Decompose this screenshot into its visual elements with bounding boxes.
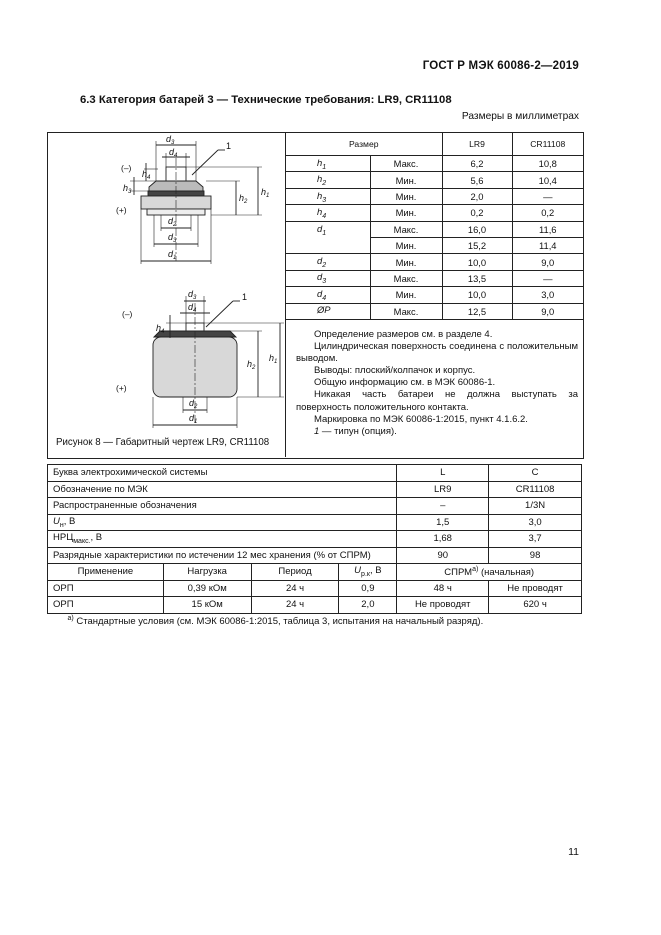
test-header-sprm: $СПРМ^{а)}$ (начальная) (397, 564, 582, 581)
label-d3-top: $d_3$ (166, 134, 175, 146)
note-item: Никакая часть батареи не должна выступать за поверхность положительного контакта. (296, 389, 578, 413)
test-lr9: 48 ч (397, 580, 489, 597)
table-row (286, 172, 583, 188)
char-label-un: $U_н$, В (48, 514, 397, 531)
dim-limit: Макс. (370, 221, 442, 237)
dim-header-param: Размер (286, 133, 442, 156)
document-header: ГОСТ Р МЭК 60086-2—2019 (422, 60, 579, 72)
units-note: Размеры в миллиметрах (461, 111, 579, 122)
char-cr: 3,7 (489, 531, 582, 548)
label-h4: $h_4$ (142, 169, 151, 181)
dim-cr: 11,6 (512, 221, 583, 237)
dim-param: $d_4$ (286, 287, 370, 303)
char-lr9: 1,68 (397, 531, 489, 548)
page-number: 11 (568, 846, 579, 858)
dim-lr9: 10,0 (442, 254, 512, 270)
dim-limit: Мин. (370, 237, 442, 253)
char-lr9: – (397, 498, 489, 515)
test-period: 24 ч (251, 580, 339, 597)
table-row (286, 270, 583, 286)
dim-limit: Макс. (370, 156, 442, 172)
test-u: 0,9 (339, 580, 397, 597)
dim-cr: 3,0 (512, 287, 583, 303)
dim-limit: Макс. (370, 270, 442, 286)
label-d1: $d_1$ (168, 249, 177, 261)
label-minus: (–) (121, 163, 132, 173)
dim-lr9: 16,0 (442, 221, 512, 237)
label-h2: $h_2$ (239, 193, 248, 205)
char-lr9: LR9 (397, 481, 489, 498)
test-header-u: $U_{р.к}$, В (339, 564, 397, 581)
dim-param: $h_2$ (286, 172, 370, 188)
table-row (286, 156, 583, 172)
table-row (286, 237, 583, 253)
char-cr: 1/3N (489, 498, 582, 515)
char-label: Буква электрохимической системы (48, 465, 397, 482)
dim-param: $d_2$ (286, 254, 370, 270)
dim-cr: 11,4 (512, 237, 583, 253)
section-title: 6.3 Категория батарей 3 — Технические требования: LR9, CR11108 (80, 94, 452, 106)
label-h3: $h_3$ (123, 183, 132, 195)
test-header-app: Применение (48, 564, 164, 581)
test-app: ОРП (48, 597, 164, 614)
dim-lr9: 2,0 (442, 188, 512, 204)
dim-lr9: 15,2 (442, 237, 512, 253)
table-row (286, 254, 583, 270)
dim-limit: Макс. (370, 303, 442, 319)
dim-cr: 0,2 (512, 205, 583, 221)
dim-param: $d_3$ (286, 270, 370, 286)
char-label: Разрядные характеристики по истечении 12 мес хранения (% от СПРМ) (48, 547, 397, 564)
label-cr-d3: $d_3$ (188, 289, 197, 301)
footnote-row (48, 613, 582, 630)
char-cr: 3,0 (489, 514, 582, 531)
table-row (48, 531, 582, 548)
figure-panel (48, 133, 286, 457)
label-cr-plus: (+) (116, 383, 127, 393)
label-ref-1: 1 (226, 141, 232, 151)
battery-drawing (48, 133, 285, 433)
char-cr: CR11108 (489, 481, 582, 498)
note-item: Цилиндрическая поверхность соединена с положительным выводом. (296, 341, 578, 365)
dim-limit: Мин. (370, 205, 442, 221)
dim-cr: — (512, 270, 583, 286)
char-lr9: L (397, 465, 489, 482)
table-footnote: $^{а)}$ Стандартные условия (см. МЭК 60086-1:2015, таблица 3, испытания на начальный разряд). (48, 613, 582, 630)
test-app: ОРП (48, 580, 164, 597)
char-label: Обозначение по МЭК (48, 481, 397, 498)
dim-header-cr: CR11108 (512, 133, 583, 156)
label-cr-minus: (–) (122, 309, 133, 319)
label-h1: $h_1$ (261, 187, 270, 199)
label-d4: $d_4$ (169, 147, 178, 159)
table-row (48, 465, 582, 482)
table-row (48, 498, 582, 515)
table-row (48, 597, 582, 614)
dimensions-table (286, 133, 583, 320)
test-header-load: Нагрузка (163, 564, 251, 581)
dim-cr: 10,8 (512, 156, 583, 172)
test-cr: 620 ч (489, 597, 582, 614)
table-row (286, 287, 583, 303)
figure-and-dimensions-block (47, 132, 584, 459)
dim-param: $h_4$ (286, 205, 370, 221)
test-cr: Не проводят (489, 580, 582, 597)
table-row (48, 580, 582, 597)
label-cr-h4: $h_4$ (156, 323, 165, 335)
dim-limit: Мин. (370, 254, 442, 270)
notes-block (296, 329, 578, 438)
dim-limit: Мин. (370, 287, 442, 303)
dim-param (286, 237, 370, 253)
label-plus: (+) (116, 205, 127, 215)
dim-lr9: 6,2 (442, 156, 512, 172)
char-lr9: 90 (397, 547, 489, 564)
table-row (286, 205, 583, 221)
table-row (48, 547, 582, 564)
dim-cr: 10,4 (512, 172, 583, 188)
dim-lr9: 12,5 (442, 303, 512, 319)
dim-param: $d_1$ (286, 221, 370, 237)
figure-caption: Рисунок 8 — Габаритный чертеж LR9, CR11108 (56, 437, 270, 448)
characteristics-table (47, 464, 582, 630)
table-row (286, 303, 583, 319)
dim-lr9: 0,2 (442, 205, 512, 221)
char-label-npc: $НРЦ_{макс.}$, В (48, 531, 397, 548)
char-label: Распространенные обозначения (48, 498, 397, 515)
dim-lr9: 5,6 (442, 172, 512, 188)
label-cr-d4: $d_4$ (188, 302, 197, 314)
label-cr-h2: $h_2$ (247, 359, 256, 371)
table-row (48, 514, 582, 531)
label-cr-d2: $d_2$ (189, 398, 198, 410)
note-item: Маркировка по МЭК 60086-1:2015, пункт 4.1.6.2. (314, 413, 528, 425)
dim-lr9: 10,0 (442, 287, 512, 303)
dim-cr: — (512, 188, 583, 204)
char-cr: 98 (489, 547, 582, 564)
label-cr-h1: $h_1$ (269, 353, 278, 365)
table-row (48, 481, 582, 498)
test-period: 24 ч (251, 597, 339, 614)
note-item: Общую информацию см. в МЭК 60086-1. (314, 377, 496, 389)
char-cr: C (489, 465, 582, 482)
char-lr9: 1,5 (397, 514, 489, 531)
label-d2: $d_2$ (168, 216, 177, 228)
label-d3-bottom: $d_3$ (168, 232, 177, 244)
label-cr-ref-1: 1 (242, 292, 248, 302)
dim-param: $h_3$ (286, 188, 370, 204)
dimensions-header-row (286, 133, 583, 156)
dim-cr: 9,0 (512, 303, 583, 319)
note-ref-item: 1 — типун (опция). (314, 425, 397, 437)
test-lr9: Не проводят (397, 597, 489, 614)
dim-header-lr9: LR9 (442, 133, 512, 156)
test-header-period: Период (251, 564, 339, 581)
cr11108-drawing (153, 296, 284, 428)
test-load: 15 кОм (163, 597, 251, 614)
test-u: 2,0 (339, 597, 397, 614)
note-item: Выводы: плоский/колпачок и корпус. (314, 365, 476, 377)
test-header-row (48, 564, 582, 581)
table-row (286, 188, 583, 204)
dim-param: ØP (286, 303, 370, 319)
label-cr-d1: $d_1$ (189, 413, 198, 425)
dim-limit: Мин. (370, 172, 442, 188)
dim-cr: 9,0 (512, 254, 583, 270)
table-row (286, 221, 583, 237)
test-load: 0,39 кОм (163, 580, 251, 597)
dim-limit: Мин. (370, 188, 442, 204)
note-item: Определение размеров см. в разделе 4. (314, 329, 493, 340)
dim-param: $h_1$ (286, 156, 370, 172)
dim-lr9: 13,5 (442, 270, 512, 286)
